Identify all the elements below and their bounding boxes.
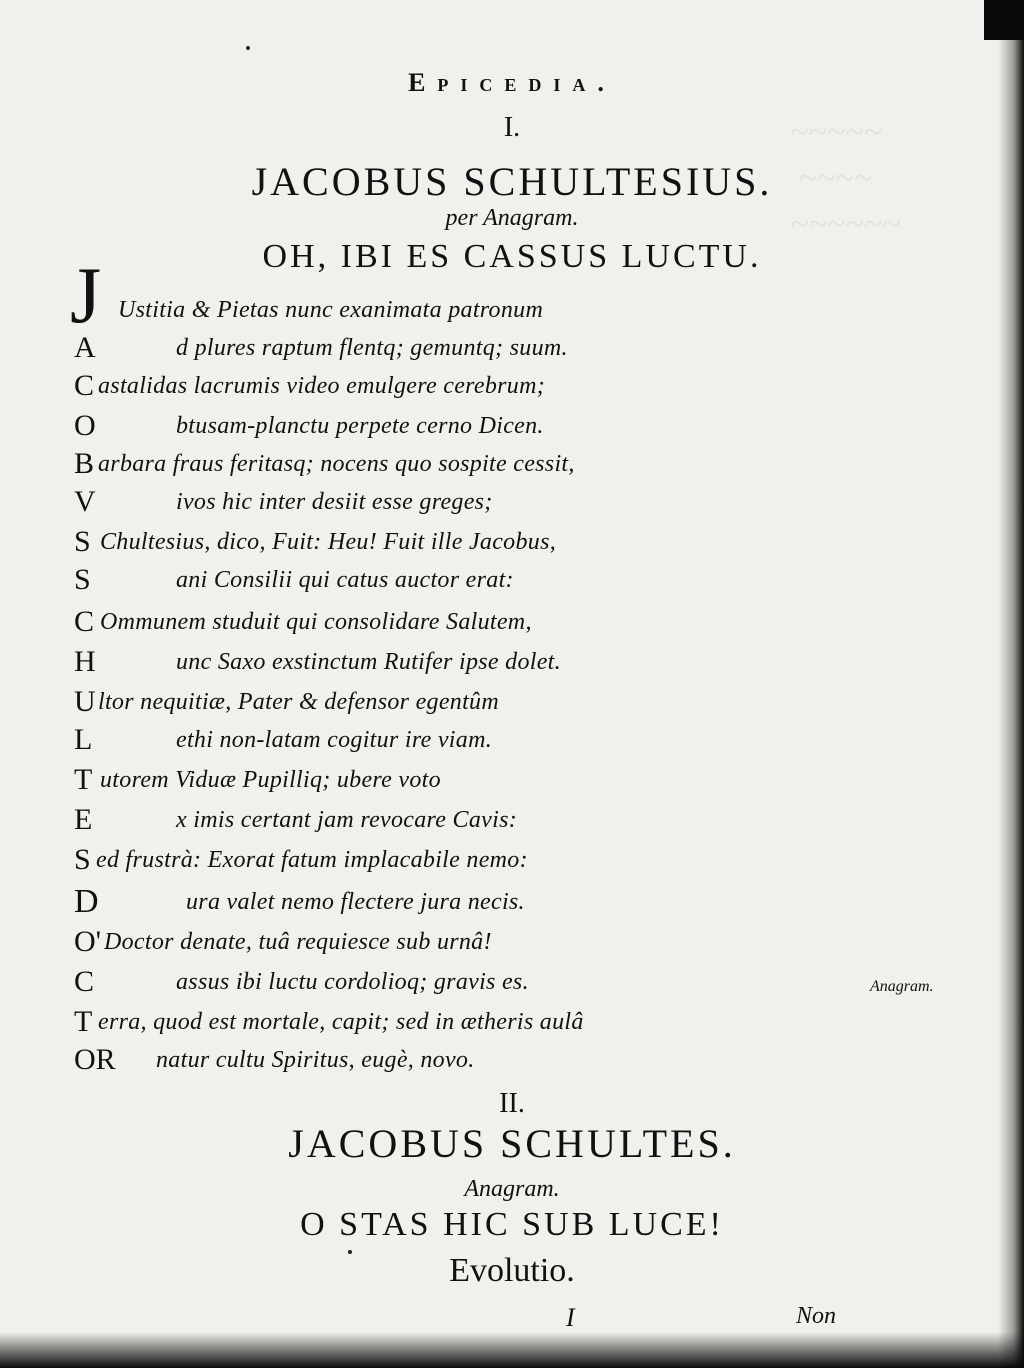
section-2-evolutio: Evolutio. <box>449 1252 575 1289</box>
show-through-text: ~~~~~ ~~~~ ~~~~~~ <box>790 114 901 243</box>
page-edge-shadow <box>998 0 1024 1368</box>
section-2-anagram: O STAS HIC SUB LUCE! <box>300 1206 724 1243</box>
acrostic-line <box>0 366 1000 406</box>
acrostic-text: ura valet nemo flectere jura necis. <box>186 889 525 915</box>
acrostic-line <box>0 962 1000 1002</box>
acrostic-initial: V <box>74 485 96 518</box>
acrostic-initial: O' <box>74 925 102 958</box>
acrostic-line <box>0 1040 1000 1080</box>
acrostic-text: assus ibi luctu cordolioq; gravis es. <box>176 969 529 995</box>
acrostic-line <box>0 720 1000 760</box>
acrostic-text: ivos hic inter desiit esse greges; <box>176 489 493 515</box>
acrostic-initial: B <box>74 447 95 480</box>
acrostic-initial: S <box>74 843 91 876</box>
acrostic-initial: L <box>74 723 93 756</box>
acrostic-text: x imis certant jam revocare Cavis: <box>176 807 518 833</box>
section-1-numeral: I. <box>503 112 521 143</box>
margin-note: Anagram. <box>870 978 934 995</box>
acrostic-line <box>0 642 1000 682</box>
acrostic-line <box>0 602 1000 642</box>
acrostic-line <box>0 682 1000 722</box>
acrostic-initial: U <box>74 685 96 718</box>
acrostic-text: d plures raptum flentq; gemuntq; suum. <box>176 335 568 361</box>
acrostic-line <box>0 760 1000 800</box>
acrostic-initial: C <box>74 605 95 638</box>
acrostic-line <box>0 522 1000 562</box>
acrostic-text: ltor nequitiæ, Pater & defensor egentûm <box>98 689 499 715</box>
acrostic-text: utorem Viduæ Pupilliq; ubere voto <box>100 767 441 793</box>
acrostic-line <box>0 482 1000 522</box>
running-head: Epicedia. <box>408 68 616 97</box>
acrostic-line <box>0 1002 1000 1042</box>
acrostic-line <box>0 840 1000 880</box>
acrostic-text: ed frustrà: Exorat fatum implacabile nemo: <box>96 847 528 873</box>
acrostic-text: natur cultu Spiritus, eugè, novo. <box>156 1047 475 1073</box>
acrostic-text: unc Saxo exstinctum Rutifer ipse dolet. <box>176 649 561 675</box>
acrostic-line <box>0 882 1000 922</box>
acrostic-initial: A <box>74 331 96 364</box>
acrostic-initial: H <box>74 645 96 678</box>
acrostic-line <box>0 328 1000 368</box>
acrostic-initial: OR <box>74 1043 116 1076</box>
acrostic-line <box>0 922 1000 962</box>
section-1-subtitle: per Anagram. <box>445 205 579 231</box>
acrostic-initial: T <box>74 1005 93 1038</box>
section-2-title: JACOBUS SCHULTES. <box>288 1121 736 1166</box>
acrostic-text: btusam-planctu perpete cerno Dicen. <box>176 413 544 439</box>
acrostic-text: ani Consilii qui catus auctor erat: <box>176 567 514 593</box>
signature-mark: I <box>566 1303 575 1332</box>
acrostic-line <box>0 800 1000 840</box>
acrostic-initial: C <box>74 369 95 402</box>
acrostic-line <box>0 444 1000 484</box>
catchword: Non <box>796 1303 837 1329</box>
page-corner-shadow <box>984 0 1024 40</box>
section-1-anagram: OH, IBI ES CASSUS LUCTU. <box>262 238 762 275</box>
acrostic-line <box>0 406 1000 446</box>
acrostic-initial: O <box>74 409 96 442</box>
acrostic-text: ethi non-latam cogitur ire viam. <box>176 727 492 753</box>
acrostic-text: erra, quod est mortale, capit; sed in ætheris aulâ <box>98 1009 584 1035</box>
section-2-numeral: II. <box>499 1088 525 1119</box>
acrostic-text: Doctor denate, tuâ requiesce sub urnâ! <box>104 929 492 955</box>
ink-speck <box>348 1250 352 1254</box>
acrostic-initial: C <box>74 965 95 998</box>
acrostic-text: arbara fraus feritasq; nocens quo sospite cessit, <box>98 451 575 477</box>
section-2-subtitle: Anagram. <box>464 1176 560 1202</box>
acrostic-text: Ustitia & Pietas nunc exanimata patronum <box>118 297 544 323</box>
acrostic-initial: D <box>74 883 99 920</box>
acrostic-initial: T <box>74 763 93 796</box>
acrostic-text: astalidas lacrumis video emulgere cerebrum; <box>98 373 546 399</box>
section-1-title: JACOBUS SCHULTESIUS. <box>251 159 773 204</box>
acrostic-text: Chultesius, dico, Fuit: Heu! Fuit ille Jacobus, <box>100 529 557 555</box>
acrostic-initial: E <box>74 803 93 836</box>
acrostic-text: Ommunem studuit qui consolidare Salutem, <box>100 609 532 635</box>
page-bottom-shadow <box>0 1332 1024 1368</box>
acrostic-initial: S <box>74 525 91 558</box>
acrostic-line <box>0 560 1000 600</box>
acrostic-initial: S <box>74 563 91 596</box>
ink-speck <box>246 46 250 50</box>
acrostic-initial: J <box>70 252 102 340</box>
